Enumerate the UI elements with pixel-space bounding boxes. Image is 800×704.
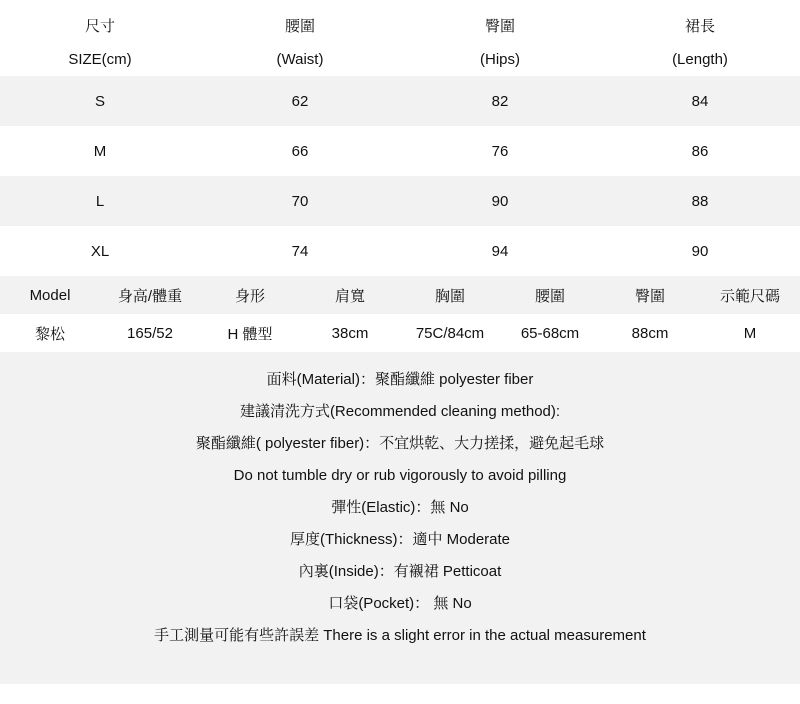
model-header-height-weight: 身高/體重 [100,276,200,314]
table-row [0,314,800,352]
model-cell-shoulder: 38cm [300,314,400,352]
size-cell-s-waist: 62 [200,76,400,126]
note-thickness: 厚度(Thickness)：適中 Moderate [289,531,511,548]
model-header-demo-size: 示範尺碼 [700,276,800,314]
model-header-body-shape: 身形 [200,276,300,314]
note-elastic: 彈性(Elastic)：無 No [331,499,469,516]
size-header-cn-length: 裙長 [600,0,800,42]
model-header-hips: 臀圍 [600,276,700,314]
size-cell-xl-size: XL [0,226,200,276]
note-cleaning-detail-en: Do not tumble dry or rub vigorously to avoid pilling [233,467,567,484]
model-cell-demo-size: M [700,314,800,352]
table-row [0,226,800,276]
size-header-cn-size: 尺寸 [0,0,200,42]
bottom-filler [0,662,800,684]
table-row [0,126,800,176]
size-header-en-size: SIZE(cm) [0,42,200,76]
note-measurement-error: 手工測量可能有些許誤差 There is a slight error in the actual measurement [154,627,646,644]
note-inside: 內裏(Inside)：有襯裙 Petticoat [298,563,502,580]
table-row [0,176,800,226]
note-cleaning-heading: 建議清洗方式(Recommended cleaning method): [239,403,561,420]
size-cell-xl-waist: 74 [200,226,400,276]
model-header-model: Model [0,276,100,314]
model-header-shoulder: 肩寬 [300,276,400,314]
size-chart-header-en-row [0,42,800,76]
size-cell-m-hips: 76 [400,126,600,176]
size-header-en-waist: (Waist) [200,42,400,76]
model-cell-name: 黎松 [0,314,100,352]
model-header-waist: 腰圍 [500,276,600,314]
size-cell-s-hips: 82 [400,76,600,126]
size-cell-m-waist: 66 [200,126,400,176]
size-cell-l-waist: 70 [200,176,400,226]
model-cell-hips: 88cm [600,314,700,352]
care-notes-section [0,352,800,662]
note-material: 面料(Material)：聚酯纖維 polyester fiber [266,371,534,388]
note-pocket: 口袋(Pocket)： 無 No [328,595,472,612]
size-cell-s-length: 84 [600,76,800,126]
size-header-en-length: (Length) [600,42,800,76]
model-cell-height-weight: 165/52 [100,314,200,352]
table-row [0,76,800,126]
model-cell-bust: 75C/84cm [400,314,500,352]
size-chart-header-cn-row [0,0,800,42]
size-header-cn-waist: 腰圍 [200,0,400,42]
model-cell-body-shape: H 體型 [200,314,300,352]
model-info-table [0,276,800,352]
model-header-bust: 胸圍 [400,276,500,314]
size-cell-s-size: S [0,76,200,126]
size-header-cn-hips: 臀圍 [400,0,600,42]
size-cell-m-size: M [0,126,200,176]
size-cell-l-length: 88 [600,176,800,226]
size-cell-xl-hips: 94 [400,226,600,276]
model-table-header-row [0,276,800,314]
size-cell-xl-length: 90 [600,226,800,276]
size-header-en-hips: (Hips) [400,42,600,76]
size-cell-l-size: L [0,176,200,226]
size-chart-table [0,0,800,276]
size-cell-l-hips: 90 [400,176,600,226]
model-cell-waist: 65-68cm [500,314,600,352]
size-cell-m-length: 86 [600,126,800,176]
note-cleaning-detail-cn: 聚酯纖維( polyester fiber)：不宜烘乾、大力搓揉，避免起毛球 [195,435,605,452]
